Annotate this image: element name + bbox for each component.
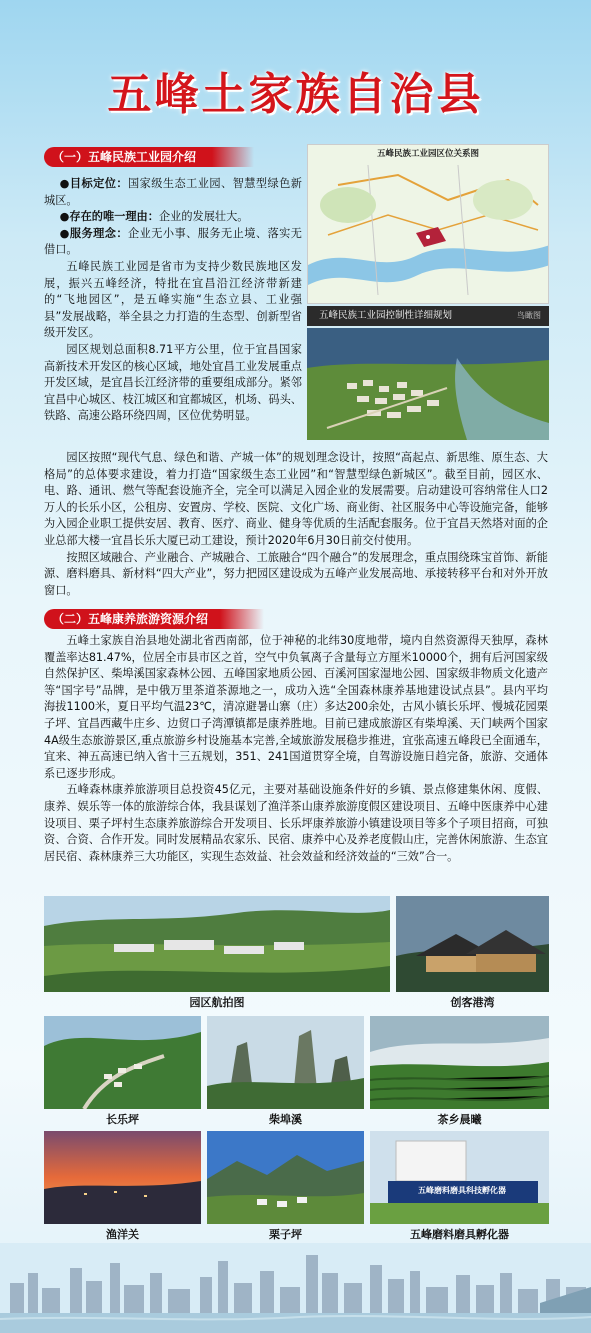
- page-title: 五峰土家族自治县: [107, 69, 484, 120]
- changleping-photo-graphic: [44, 1016, 201, 1109]
- section-heading-industrial-park: （一）五峰民族工业园介绍: [44, 147, 254, 167]
- bullet-text: 企业的发展壮大。: [158, 210, 249, 224]
- yuyangguan-photo-graphic: [44, 1131, 201, 1224]
- bullet-reason: [44, 209, 302, 226]
- photo-yuyangguan: [44, 1131, 201, 1224]
- photo-chaxiang: [370, 1016, 549, 1109]
- section1-body-text: [44, 450, 548, 599]
- section-heading-tourism: （二）五峰康养旅游资源介绍: [44, 609, 264, 629]
- caption-chuangke: 创客港湾: [450, 996, 495, 1009]
- photo-chaibuxi: [207, 1016, 364, 1109]
- caption-liziping: 栗子坪: [269, 1228, 302, 1241]
- liziping-photo-graphic: [207, 1131, 364, 1224]
- caption-chaibuxi: 柴埠溪: [269, 1113, 302, 1126]
- bullet-label: ●目标定位：: [59, 177, 129, 190]
- photo-chuangke: [396, 896, 549, 992]
- rendering-graphic: [307, 328, 549, 440]
- photo-changleping: [44, 1016, 201, 1109]
- photo-park-aerial: [44, 896, 390, 992]
- bullet-label: ●服务理念：: [59, 226, 129, 240]
- section2-body-text: [44, 633, 548, 865]
- caption-yuyangguan: 渔洋关: [106, 1228, 139, 1241]
- photo-incubator: [370, 1131, 549, 1224]
- incubator-photo-graphic: [370, 1131, 549, 1224]
- map-caption-bar: [307, 306, 549, 326]
- paragraph: 园区按照“现代气息、绿色和谐、产城一体”的规划理念设计，按照“高起点、新思维、原生态、大格局”的总体要求建设，着力打造“国家级生态工业园”和“智慧型绿色新城区”。截至目前，园区水、电、路、通讯、燃气等配套设施齐全，完全可以满足入园企业的发展需要。启动建设可容纳常住人口2万人的长乐小区，公租房、安置房、学校、医院、文化广场、商业街、社区服务中心等设施完备，能够为入园企业职工提供安居、教育、医疗、商业、健身等优质的生活配套服务。位于宜昌天然塔对面的企业总部大楼一宜昌长乐大厦已动工建设，预计2020年6月30日前交付使用。: [44, 451, 548, 547]
- map-title: 五峰民族工业园区位关系图: [376, 149, 479, 159]
- aerial-photo-graphic: [44, 896, 390, 992]
- caption-chaxiang: 茶乡晨曦: [437, 1113, 482, 1126]
- paragraph: 园区规划总面积8.71平方公里，位于宜昌国家高新技术开发区的核心区域，地处宜昌工业发展重点开发区域，是宜昌长江经济带的重要组成部分。紧邻宜昌中心城区、枝江城区和宜都城区，机场、码头、铁路、高速公路环绕四周，区位优势明显。: [44, 342, 302, 423]
- map-graphic: [308, 145, 549, 304]
- incubator-sign: 五峰磨料磨具科技孵化器: [418, 1186, 506, 1195]
- bullet-label: ●存在的唯一理由：: [59, 210, 159, 224]
- bullet-target: [44, 176, 302, 209]
- chuangke-photo-graphic: [396, 896, 549, 992]
- paragraph: 五峰森林康养旅游项目总投资45亿元，主要对基础设施条件好的乡镇、景点修建集休闲、度假、康养、娱乐等一体的旅游综合体，我县谋划了渔洋茶山康养旅游度假区建设项目、五峰中医康养中心建设项目、栗子坪村生态康养旅游综合开发项目、长乐坪康养旅游小镇建设项目等多个子项目招商，可独资、合资、合作开发。同时发展精品农家乐、民宿、康养中心及养老度假山庄，完善休闲旅游、生态宜居民宿、森林康养三大功能区，实现生态效益、社会效益和经济效益的“三效”合一。: [44, 783, 548, 863]
- bullet-text: 国家级生态工业园、智慧型绿色新城区。: [44, 177, 302, 207]
- chaxiang-photo-graphic: [370, 1016, 549, 1109]
- bullet-service: [44, 226, 302, 259]
- city-skyline-image: [0, 1243, 591, 1333]
- caption-incubator: 五峰磨料磨具孵化器: [410, 1228, 509, 1241]
- skyline-graphic: [0, 1243, 591, 1333]
- chaibuxi-photo-graphic: [207, 1016, 364, 1109]
- park-rendering-image: [307, 328, 549, 440]
- map-caption-right: 鸟瞰图: [517, 311, 541, 320]
- caption-park-aerial: 园区航拍图: [189, 996, 245, 1009]
- paragraph: 五峰土家族自治县地处湖北省西南部，位于神秘的北纬30度地带，境内自然资源得天独厚，森林覆盖率达81.47%，位居全市县市区之首，空气中负氧离子含量每立方厘米10000个，拥有后河国家级自然保护区、柴埠溪国家森林公园、五峰国家地质公园、百溪河国家湿地公园、国家级非物质文化遗产等“国字号”品牌，是中俄万里茶道茶源地之一，成功入选“全国森林康养基地建设试点县”。县内平均海拔1100米，夏日平均气温23℃，清凉避暑山寨（庄）多达200余处，古风小镇长乐坪、慢城花园栗子坪、宜昌西藏牛庄乡、边贸口子湾潭镇都是康养胜地。目前已建成旅游区有柴埠溪、天门峡两个国家4A级生态旅游景区,重点旅游乡村设施基本完善,全域旅游发展稳步推进，宜张高速五峰段已全面通车，宜来、神五高速已纳入省十三五规划，351、241国道贯穿全境，自驾游设施日趋完备，旅游、交通体系已逐步形成。: [44, 634, 548, 780]
- paragraph: 五峰民族工业园是省市为支持少数民族地区发展，振兴五峰经济，特批在宜昌沿江经济带新建的“飞地园区”，是五峰实施“生态立县、工业强县”发展战略，举全县之力打造的生态型、创新型省级开发区。: [44, 259, 302, 340]
- location-map: [307, 144, 549, 304]
- paragraph: 按照区域融合、产业融合、产城融合、工旅融合“四个融合”的发展理念，重点围绕珠宝首饰、新能源、磨料磨具、新材料“四大产业”，努力把园区建设成为五峰产业发展高地、承接转移平台和对外开放窗口。: [44, 550, 548, 597]
- section1-intro-text: [44, 176, 302, 425]
- photo-liziping: [207, 1131, 364, 1224]
- caption-changleping: 长乐坪: [106, 1113, 139, 1126]
- bullet-text: 企业无小事、服务无止境、落实无借口。: [44, 226, 302, 257]
- map-caption: 五峰民族工业园控制性详细规划: [319, 310, 453, 321]
